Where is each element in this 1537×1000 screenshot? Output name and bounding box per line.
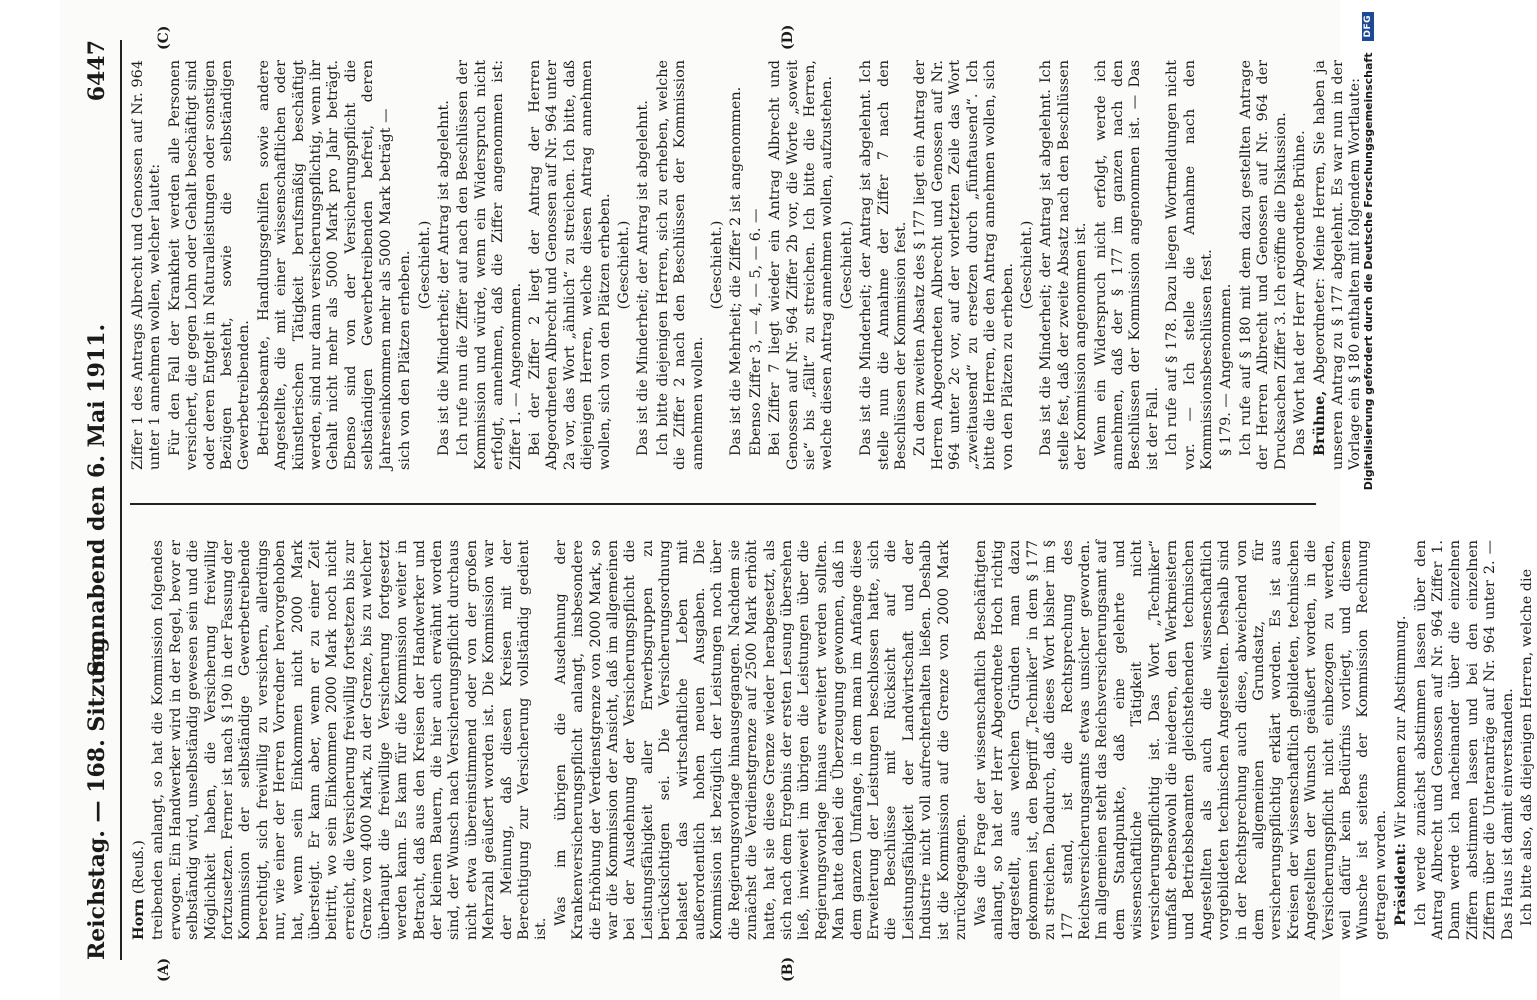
speaker-paragraph: Präsident: Wir kommen zur Abstimmung.: [1392, 615, 1410, 926]
paragraph: Ebenso Ziffer 3, — 4, — 5, — 6. —: [747, 208, 764, 456]
speaker-name-horn: Horn: [130, 898, 147, 940]
paragraph: Das ist die Minderheit; der Antrag ist abgelehnt. Ich stelle nun die Annahme der Ziffer 7 nach den Beschlüssen der Kommission fest.: [858, 60, 910, 470]
paragraph: Ich bitte also, daß diejenigen Herren, welche die: [1519, 568, 1536, 926]
margin-marker-a: (A): [156, 957, 172, 982]
margin-marker-c: (C): [156, 25, 172, 50]
column-divider: [130, 503, 1316, 505]
paragraph: Wenn ein Widerspruch nicht erfolgt, werde ich annehmen, daß der § 177 im ganzen nach den Beschlüssen der Kommission angenommen ist. — Das ist der Fall.: [1092, 60, 1161, 470]
right-column: [130, 60, 1364, 470]
speaker-intro: Horn (Reuß.): [130, 840, 147, 940]
stage-direction: (Geschieht.): [1018, 220, 1035, 310]
paragraph: sich von den Plätzen erheben.: [397, 250, 414, 470]
stage-direction: (Geschieht.): [709, 220, 725, 310]
header-page-number: 6447: [84, 40, 110, 102]
header-session: Reichstag. — 168. Sitzung.: [84, 629, 110, 960]
paragraph: Das ist die Minderheit; der Antrag ist abgelehnt.: [635, 100, 652, 456]
paragraph: Das ist die Minderheit; der Antrag ist abgelehnt. Ich stelle fest, daß der zweite Absatz nach den Beschlüssen der Kommission angenommen ist.: [1038, 60, 1090, 470]
stage-direction: (Geschieht.): [416, 220, 433, 310]
paragraph: treibenden anlangt, so hat die Kommission folgendes erwogen. Ein Handwerker wird in der Regel, bevor er selbständig wird, unselbständig gewesen sein und die Möglichkeit haben, die Versicherung freiwillig fortzusetzen. Ferner ist nach § 190 in der Fassung der Kommission der selbständige Gewerbetreibende berechtigt, sich freiwillig zu versichern, allerdings nur, wie einer der Herren Vorredner hervorgehoben hat, wenn sein Einkommen nicht 2000 Mark übersteigt. Er kann aber, wenn er zu einer Zeit beitritt, wo sein Einkommen 2000 Mark noch nicht erreicht, die Versicherung freiwillig fortsetzen bis zur Grenze von 4000 Mark, zu der Grenze, bis zu welcher überhaupt die freiwillige Versicherung fortgesetzt werden kann. Es kam für die Kommission weiter in Betracht, daß aus den Kreisen der Handwerker und der kleinen Bauern, die hier auch erwähnt worden sind, der Wunsch nach Versicherungspflicht durchaus nicht etwa übereinstimmend oder von der großen Mehrzahl geäußert worden ist. Die Kommission war der Meinung, daß diesen Kreisen mit der Berechtigung zur Versicherung vollständig gedient ist.: [150, 540, 550, 940]
paragraph: Was im übrigen die Ausdehnung der Krankenversicherungspflicht anlangt, insbesondere die Erhöhung der Verdienstgrenze von 2000 Mark, so war die Kommission der Ansicht, daß im allgemeinen bei der Ausdehnung der Versicherungspflicht die Leistungsfähigkeit aller Erwerbsgruppen zu berücksichtigen sei. Die Versicherungsordnung belastet das wirtschaftliche Leben mit außerordentlich hohen neuen Ausgaben. Die Kommission ist bezüglich der Leistungen noch über die Regierungsvorlage hinausgegangen. Nachdem sie zunächst die Verdienstgrenze auf 2500 Mark erhöht hatte, hat sie diese Grenze wieder herabgesetzt, als sich nach dem Ergebnis der ersten Lesung übersehen ließ, inwieweit im übrigen die Leistungen über die Regierungsvorlage hinaus erweitert werden sollten. Man hatte dabei die Überzeugung gewonnen, daß in dem ganzen Umfange, in dem man im Anfange diese Erweiterung der Leistungen beschlossen hatte, sich die Beschlüsse mit Rücksicht auf die Leistungsfähigkeit der Landwirtschaft und der Industrie nicht voll aufrechterhalten ließen. Deshalb ist die Kommission auf die Grenze von 2000 Mark zurückgegangen.: [552, 540, 970, 940]
paragraph: Ich rufe auf § 178. Dazu liegen Wortmeldungen nicht vor. — Ich stelle die Annahme nach den Kommissionsbeschlüssen fest.: [1164, 60, 1215, 470]
watermark-text: Digitalisierung gefördert durch die Deutsche Forschungsgemeinschaft: [1361, 52, 1375, 491]
header-date: Sonnabend den 6. Mai 1911.: [84, 323, 110, 677]
paragraph: Ich rufe auf § 180 mit dem dazu gestellten Antrage der Herren Albrecht und Genossen auf Nr. 964 der Drucksachen Ziffer 3. Ich eröffne die Diskussion.: [1237, 60, 1289, 470]
stage-direction: (Geschieht.): [838, 220, 855, 310]
dfg-logo: DFG: [1362, 12, 1374, 41]
paragraph: Das ist die Mehrheit; die Ziffer 2 ist angenommen.: [728, 86, 745, 456]
paragraph: Bei Ziffer 7 liegt wieder ein Antrag Albrecht und Genossen auf Nr. 964 Ziffer 2b vor, die Worte „soweit sie“ bis „fällt“ zu streichen. Ich bitte die Herren, welche diesen Antrag annehmen wollen, aufzustehen.: [767, 60, 836, 470]
margin-marker-b: (B): [780, 956, 796, 982]
quoted-motion: Für den Fall der Krankheit werden alle Personen versichert, die gegen Lohn oder Gehalt beschäftigt sind oder deren Entgelt in Naturalleistungen oder sonstigen Bezügen besteht, sowie die selbständigen Gewerbetreibenden.: [166, 60, 253, 470]
paragraph: Zu dem zweiten Absatz des § 177 liegt ein Antrag der Herren Abgeordneten Albrecht und Genossen auf Nr. 964 unter 2c vor, auf der vorletzten Zeile das Wort „zweitausend“ zu ersetzen durch „fünftausend“. Ich bitte die Herren, die den Antrag annehmen wollen, sich von den Plätzen zu erheben.: [912, 60, 1016, 470]
margin-marker-d: (D): [780, 24, 796, 50]
speaker-name-bruehne: Brühne,: [1311, 390, 1329, 456]
speaker-paragraph: Brühne, Abgeordneter: Meine Herren, Sie haben ja unseren Antrag zu § 177 abgelehnt. Es war nun in der Vorlage ein § 180 enthalten mit folgendem Wortlaute:: [1311, 60, 1364, 470]
header-rule: [120, 40, 122, 960]
dfg-watermark: [1356, 0, 1380, 1000]
quoted-motion: Betriebsbeamte, Handlungsgehilfen sowie andere Angestellte, die mit einer wissenschaftlichen oder künstlerischen Tätigkeit berufsmäßig beschäftigt werden, sind nur dann versicherungspflichtig, wenn ihr Gehalt nicht mehr als 5000 Mark pro Jahr beträgt. Ebenso sind von der Versicherungspflicht die selbständigen Gewerbetreibenden befreit, deren Jahreseinkommen mehr als 5000 Mark beträgt —: [255, 60, 394, 470]
paragraph: Das ist die Minderheit; der Antrag ist abgelehnt.: [435, 100, 452, 456]
paragraph: Das Wort hat der Herr Abgeordnete Brühne.: [1292, 130, 1308, 456]
paragraph: Ich werde zunächst abstimmen lassen über den Antrag Albrecht und Genossen auf Nr. 964 Ziffer 1. Dann werde ich nacheinander über die einzelnen Ziffern abstimmen lassen und bei den einzelnen Ziffern über die Unteranträge auf Nr. 964 unter 2. — Das Haus ist damit einverstanden.: [1412, 540, 1516, 940]
paragraph: Bei der Ziffer 2 liegt der Antrag der Herren Abgeordneten Albrecht und Genossen auf Nr. 964 unter 2a vor, das Wort „ähnlich“ zu streichen. Ich bitte, daß diejenigen Herren, welche diesen Antrag annehmen wollen, sich von den Plätzen erheben.: [526, 60, 613, 470]
paragraph: Was die Frage der wissenschaftlich Beschäftigten anlangt, so hat der Herr Abgeordnete Hoch richtig dargestellt, aus welchen Gründen man dazu gekommen ist, den Begriff „Techniker“ in dem § 177 zu streichen. Dadurch, daß dieses Wort bisher im § 177 stand, ist die Rechtsprechung des Reichsversicherungsamts etwas unsicher geworden. Im allgemeinen steht das Reichsversicherungsamt auf dem Standpunkte, daß eine gelehrte und wissenschaftliche Tätigkeit nicht versicherungspflichtig ist. Das Wort „Techniker“ umfaßt ebensowohl die niederen, den Werkmeistern und Betriebsbeamten gleichstehenden technischen Angestellten als auch die wissenschaftlich vorgebildeten technischen Angestellten. Deshalb sind in der Rechtsprechung auch diese, abweichend von dem allgemeinen Grundsatz, für versicherungspflichtig erklärt worden. Es ist aus Kreisen der wissenschaftlich gebildeten, technischen Angestellten der Wunsch geäußert worden, in die Versicherungspflicht nicht einbezogen zu werden, weil dafür kein Bedürfnis vorliegt, und diesem Wunsche ist seitens der Kommission Rechnung getragen worden.: [972, 540, 1389, 940]
paragraph: § 179. — Angenommen.: [1218, 283, 1235, 456]
paragraph: Ich rufe nun die Ziffer auf nach den Beschlüssen der Kommission und würde, wenn ein Widerspruch nicht erfolgt, annehmen, daß die Ziffer angenommen ist: Ziffer 1. — Angenommen.: [455, 60, 524, 470]
paragraph: Ich bitte diejenigen Herren, sich zu erheben, welche die Ziffer 2 nach den Beschlüssen der Kommission annehmen wollen.: [654, 60, 706, 470]
page-header: [74, 40, 118, 960]
paragraph: Ziffer 1 des Antrags Albrecht und Genossen auf Nr. 964 unter 1 annehmen wollen, welcher lautet:: [130, 60, 164, 470]
stage-direction: (Geschieht.): [615, 220, 632, 310]
left-column: [130, 540, 1536, 940]
speaker-name-president: Präsident:: [1392, 843, 1410, 926]
